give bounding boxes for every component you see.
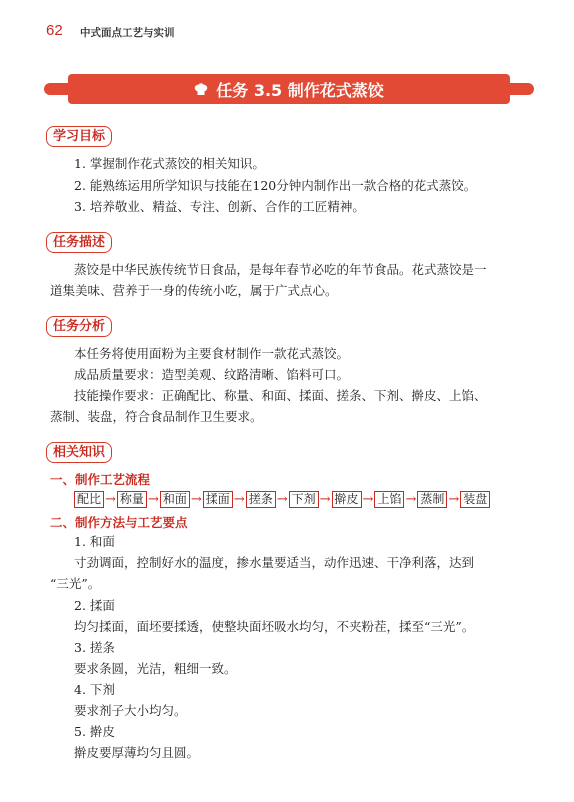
arrow-icon: → — [105, 491, 116, 507]
knowledge-line: 要求条圆，光洁，粗细一致。 — [74, 661, 237, 676]
analysis-line: 蒸制、装盘，符合食品制作卫生要求。 — [50, 409, 263, 424]
task-title-text: 任务 3.5 制作花式蒸饺 — [216, 81, 384, 100]
arrow-icon: → — [319, 491, 331, 507]
analysis-line: 技能操作要求：正确配比、称量、和面、揉面、搓条、下剂、擀皮、上馅、 — [74, 388, 487, 403]
knowledge-line: 要求剂子大小均匀。 — [74, 703, 187, 718]
analysis-line: 成品质量要求：造型美观、纹路清晰、馅料可口。 — [74, 367, 350, 382]
flow-step: 搓条 — [246, 491, 276, 508]
subheading-methods: 二、制作方法与工艺要点 — [50, 515, 188, 530]
knowledge-line: 擀皮要厚薄均匀且圆。 — [74, 745, 200, 760]
flow-step: 装盘 — [460, 491, 490, 508]
running-title: 中式面点工艺与实训 — [80, 27, 175, 39]
flow-step: 和面 — [160, 491, 190, 508]
task-banner — [44, 74, 534, 104]
arrow-icon: → — [147, 491, 159, 507]
flow-step: 揉面 — [203, 491, 233, 508]
arrow-icon: → — [405, 491, 417, 507]
description-line: 蒸饺是中华民族传统节日食品，是每年春节必吃的年节食品。花式蒸饺是一 — [74, 262, 487, 277]
flow-step: 配比 — [74, 491, 104, 508]
knowledge-line: 2. 揉面 — [74, 598, 115, 613]
objective-item: 3. 培养敬业、精益、专注、创新、合作的工匠精神。 — [74, 199, 365, 214]
section-label-knowledge: 相关知识 — [46, 442, 112, 463]
section-label-objectives: 学习目标 — [46, 126, 112, 147]
flow-step: 蒸制 — [417, 491, 447, 508]
knowledge-line: 均匀揉面，面坯要揉透，使整块面坯吸水均匀，不夹粉茬，揉至“三光”。 — [74, 619, 475, 634]
description-line: 道集美味、营养于一身的传统小吃，属于广式点心。 — [50, 283, 338, 298]
arrow-icon: → — [448, 491, 460, 507]
flow-step: 下剂 — [289, 491, 319, 508]
arrow-icon: → — [276, 491, 288, 507]
knowledge-line: 寸劲调面，控制好水的温度，掺水量要适当，动作迅速、干净利落，达到 — [74, 555, 475, 570]
objective-item: 1. 掌握制作花式蒸饺的相关知识。 — [74, 156, 265, 171]
objective-item: 2. 能熟练运用所学知识与技能在120分钟内制作出一款合格的花式蒸饺。 — [74, 178, 477, 193]
section-label-analysis: 任务分析 — [46, 316, 112, 337]
section-label-description: 任务描述 — [46, 232, 112, 253]
analysis-line: 本任务将使用面粉为主要食材制作一款花式蒸饺。 — [74, 346, 350, 361]
flow-step: 上馅 — [374, 491, 404, 508]
knowledge-line: 3. 搓条 — [74, 640, 115, 655]
chef-hat-icon — [194, 83, 208, 97]
arrow-icon: → — [362, 491, 374, 507]
knowledge-line: 1. 和面 — [74, 534, 115, 549]
flow-step: 擀皮 — [332, 491, 362, 508]
flow-step: 称量 — [117, 491, 147, 508]
page-number: 62 — [46, 22, 63, 39]
knowledge-line: “三光”。 — [50, 576, 101, 591]
knowledge-line: 4. 下剂 — [74, 682, 115, 697]
subheading-process-flow: 一、制作工艺流程 — [50, 472, 151, 487]
knowledge-line: 5. 擀皮 — [74, 724, 115, 739]
arrow-icon: → — [190, 491, 202, 507]
task-title — [44, 78, 534, 101]
process-flow — [74, 490, 490, 508]
arrow-icon: → — [233, 491, 245, 507]
